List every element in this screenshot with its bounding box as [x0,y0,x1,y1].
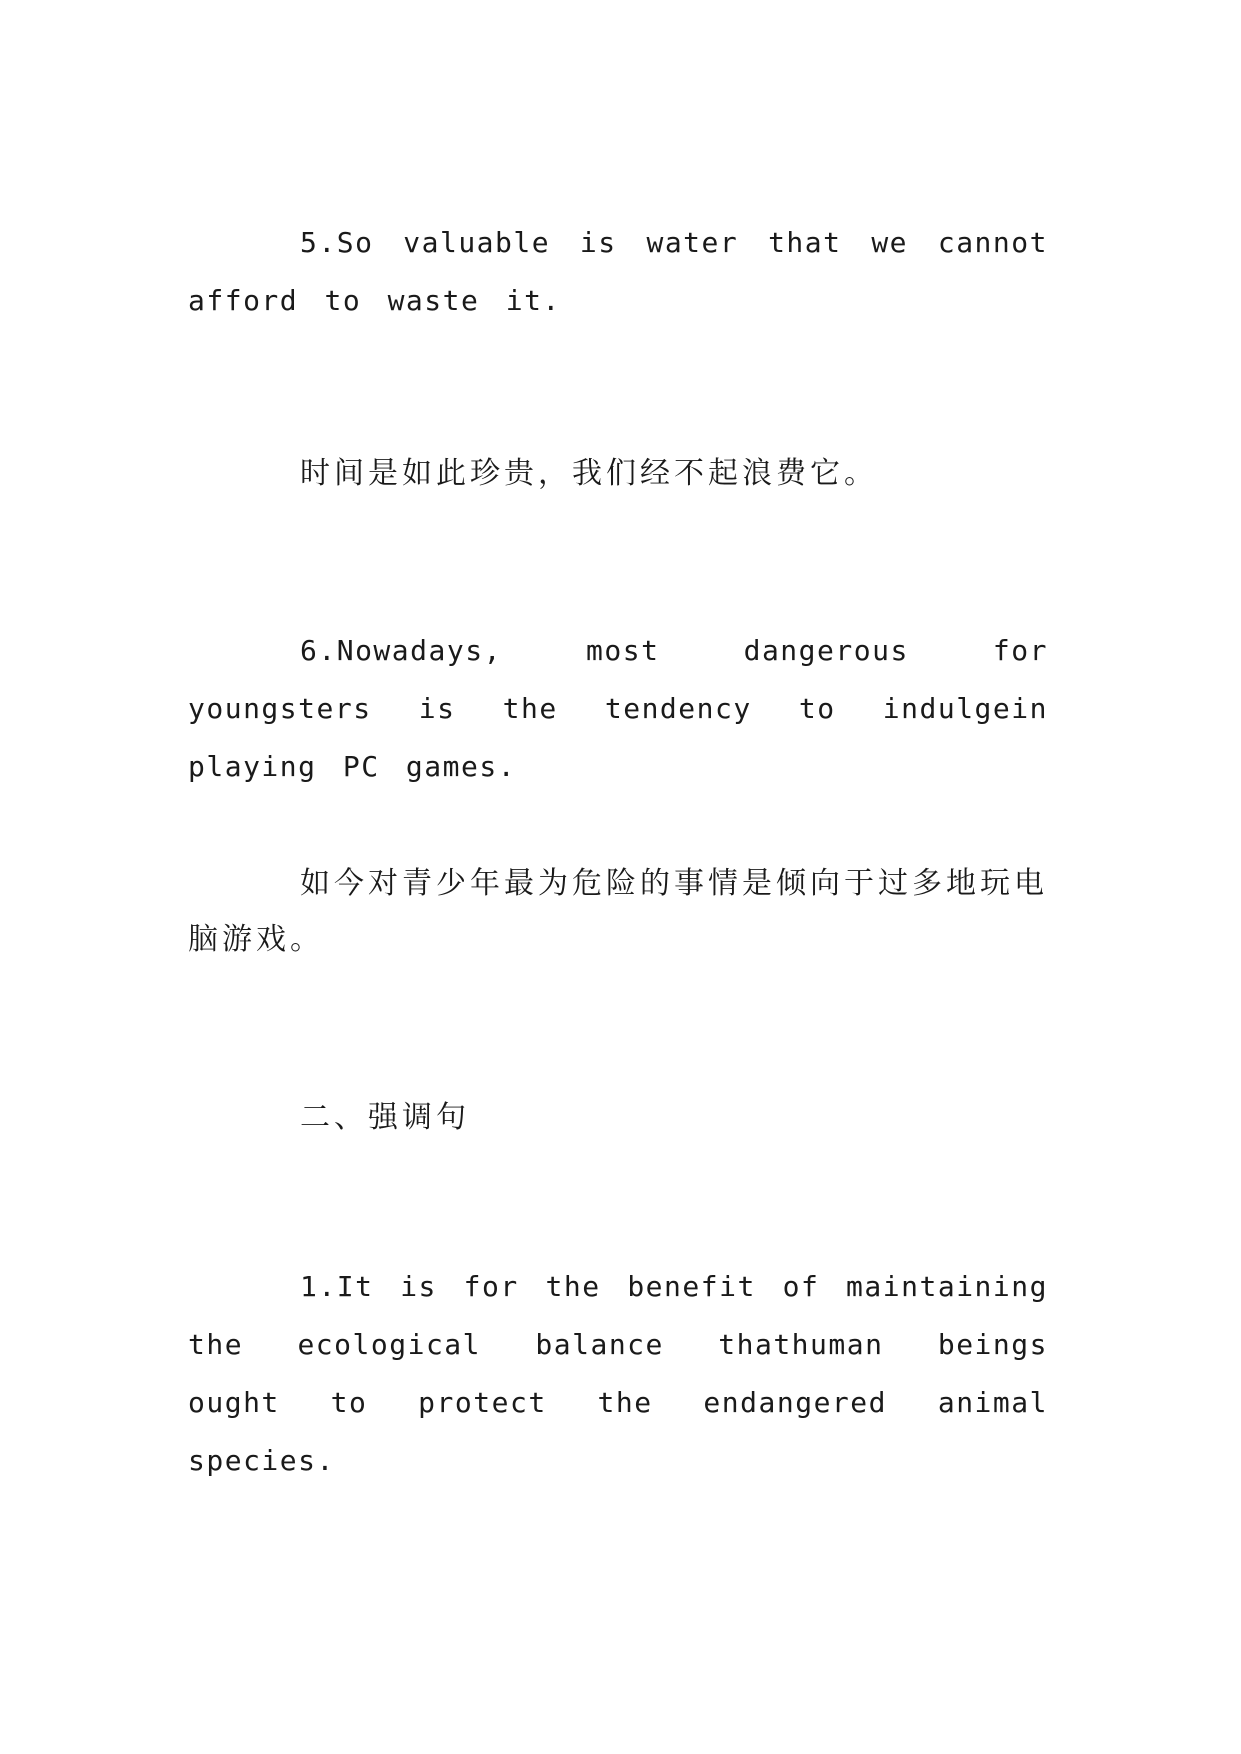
example-sentence-6-english: 6.Nowadays, most dangerous for youngsters is the tendency to indulgein playing PC games. [188,634,1048,783]
example-sentence-5-chinese: 时间是如此珍贵，我们经不起浪费它。 [300,456,878,491]
example-sentence-6-chinese: 如今对青少年最为危险的事情是倾向于过多地玩电脑游戏。 [188,866,1048,957]
example-sentence-5-english: 5.So valuable is water that we cannot afford to waste it. [188,226,1048,317]
example-sentence-1-english: 1.It is for the benefit of maintaining the ecological balance thathuman beings ought to protect the endangered animal species. [188,1270,1048,1477]
section-heading: 二、强调句 [300,1100,470,1135]
